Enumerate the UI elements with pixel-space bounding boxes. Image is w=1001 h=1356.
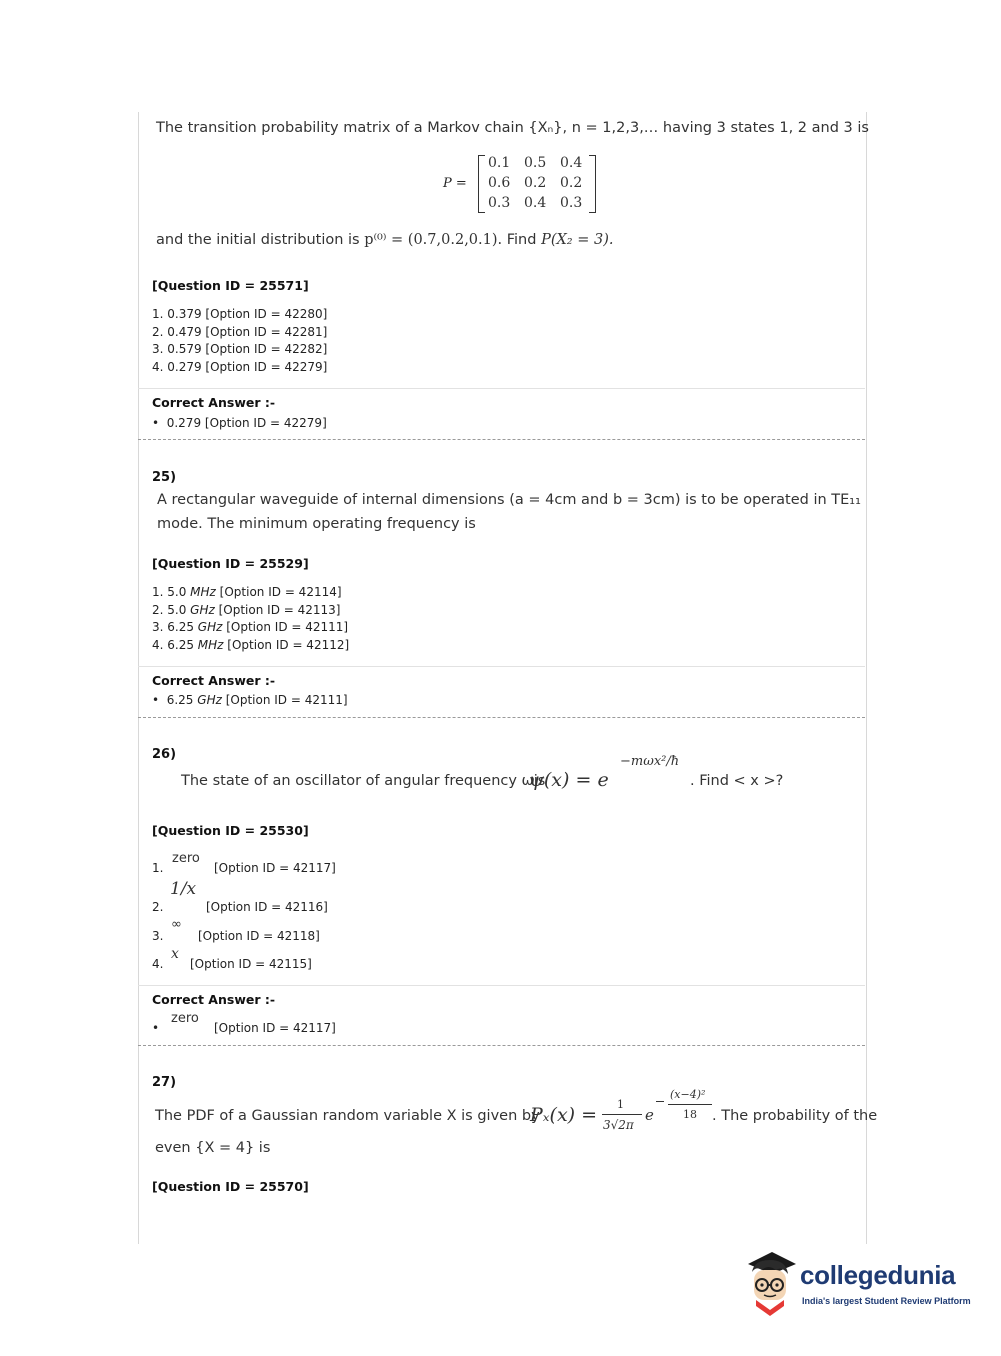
divider: [138, 388, 865, 389]
q25-correct-answer: • 6.25 GHz [Option ID = 42111]: [152, 693, 348, 707]
q27-number: 27): [152, 1075, 177, 1090]
q24-correct-label: Correct Answer :-: [152, 395, 276, 410]
brand-tagline: India's largest Student Review Platform: [802, 1296, 971, 1306]
q26-psi: ψ(x) = e: [529, 769, 609, 791]
collegedunia-logo[interactable]: [742, 1250, 972, 1320]
q26-correct-bullet: •: [152, 1021, 160, 1035]
option-item[interactable]: 4. 0.279 [Option ID = 42279]: [152, 359, 328, 374]
question-separator: [138, 717, 865, 718]
q26-number: 26): [152, 747, 177, 762]
option-id: [Option ID = 42117]: [214, 861, 336, 875]
q27-px: Pₓ(x) =: [530, 1104, 598, 1126]
brand-name: collegedunia: [800, 1260, 956, 1290]
option-id: [Option ID = 42118]: [198, 929, 320, 943]
q27-text: The PDF of a Gaussian random variable X is given by: [155, 1108, 540, 1124]
option-value: 1/x: [170, 879, 197, 899]
mascot-icon: [742, 1250, 798, 1316]
q27-question-id: [Question ID = 25570]: [152, 1179, 309, 1194]
option-item[interactable]: 3.: [152, 929, 164, 943]
q25-number: 25): [152, 470, 177, 485]
question-separator: [138, 439, 865, 440]
option-id: [Option ID = 42116]: [206, 900, 328, 914]
q26-question-id: [Question ID = 25530]: [152, 823, 309, 838]
q24-text: The transition probability matrix of a Markov chain {Xₙ}, n = 1,2,3,… having 3 states 1, 2 and 3 is: [156, 120, 869, 136]
option-value: x: [171, 946, 179, 962]
q26-correct-value: zero: [171, 1011, 199, 1026]
q27-exp-den: 18: [683, 1108, 697, 1121]
minus-sign: [656, 1101, 664, 1102]
matrix-row: 0.1 0.5 0.4: [488, 155, 583, 171]
option-item[interactable]: 4.: [152, 957, 164, 971]
q26-exponent: −mωx²/ħ: [620, 754, 680, 769]
q24-question-id: [Question ID = 25571]: [152, 278, 309, 293]
transition-matrix: [478, 155, 596, 213]
option-id: [Option ID = 42115]: [190, 957, 312, 971]
q27-e: e: [645, 1106, 654, 1124]
option-value: zero: [172, 851, 200, 866]
q27-text-cont: . The probability of the: [712, 1108, 878, 1124]
q26-correct-label: Correct Answer :-: [152, 992, 276, 1007]
q26-text: The state of an oscillator of angular frequency ωis: [181, 773, 546, 789]
q24-options: [152, 306, 327, 376]
q25-correct-label: Correct Answer :-: [152, 673, 276, 688]
matrix-row: 0.3 0.4 0.3: [488, 195, 583, 211]
q25-text-line1: A rectangular waveguide of internal dimensions (a = 4cm and b = 3cm) is to be operated in TE₁₁: [157, 492, 861, 508]
option-item[interactable]: 1. 5.0 MHz [Option ID = 42114]: [152, 585, 342, 599]
option-item[interactable]: 3. 6.25 GHz [Option ID = 42111]: [152, 620, 349, 634]
q27-text-line2: even {X = 4} is: [155, 1140, 271, 1156]
matrix-row: 0.6 0.2 0.2: [488, 175, 583, 191]
fraction-bar: [668, 1104, 712, 1105]
option-item[interactable]: 2.: [152, 900, 164, 914]
fraction-bar: [602, 1114, 642, 1115]
matrix-label: P =: [443, 176, 467, 191]
option-item[interactable]: 1. 0.379 [Option ID = 42280]: [152, 307, 328, 321]
option-item[interactable]: 2. 5.0 GHz [Option ID = 42113]: [152, 602, 341, 617]
q27-frac-num: 1: [617, 1098, 624, 1111]
option-item[interactable]: 2. 0.479 [Option ID = 42281]: [152, 324, 328, 339]
q24-initial-distribution: and the initial distribution is p⁽⁰⁾ = (0.7,0.2,0.1). Find P(X₂ = 3).: [156, 232, 614, 248]
option-item[interactable]: 4. 6.25 MHz [Option ID = 42112]: [152, 637, 350, 652]
q27-exp-num: (x−4)²: [670, 1088, 706, 1101]
option-item[interactable]: 3. 0.579 [Option ID = 42282]: [152, 342, 328, 356]
q25-options: [152, 584, 349, 654]
divider: [138, 666, 865, 667]
question-separator: [138, 1045, 865, 1046]
q25-text-line2: mode. The minimum operating frequency is: [157, 516, 476, 532]
q26-correct-id: [Option ID = 42117]: [214, 1021, 336, 1035]
option-item[interactable]: 1.: [152, 861, 164, 875]
q24-correct-answer: • 0.279 [Option ID = 42279]: [152, 416, 327, 430]
q26-find: . Find < x >?: [690, 773, 784, 789]
option-value: ∞: [171, 917, 182, 932]
divider: [138, 985, 865, 986]
q25-question-id: [Question ID = 25529]: [152, 556, 309, 571]
q27-frac-den: 3√2π: [603, 1118, 634, 1132]
